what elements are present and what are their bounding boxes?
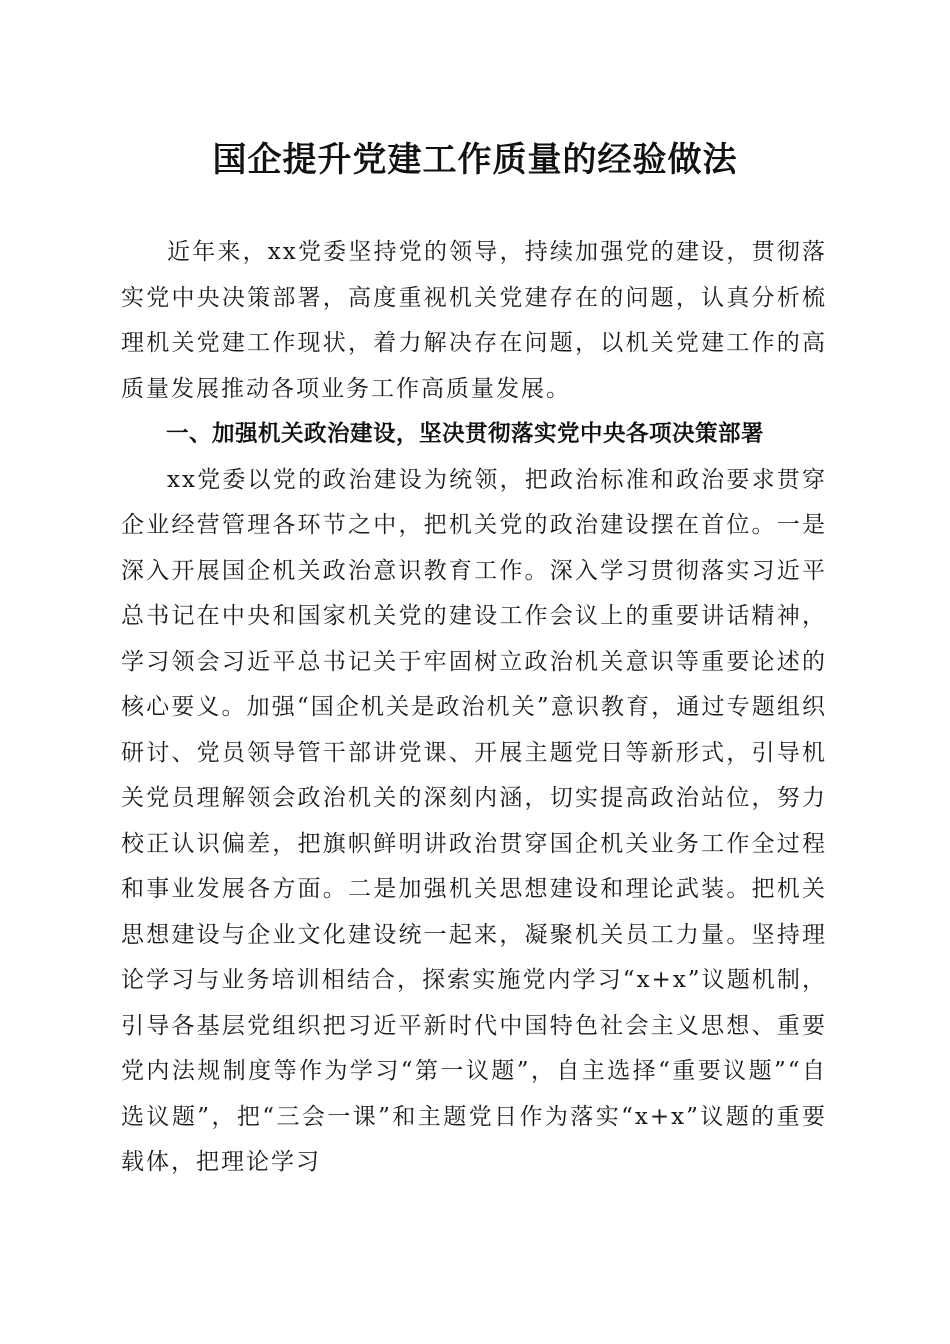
document-body <box>121 230 827 1186</box>
section-1-paragraph: xx党委以党的政治建设为统领，把政治标准和政治要求贯穿企业经营管理各环节之中，把机关党的政治建设摆在首位。一是深入开展国企机关政治意识教育工作。深入学习贯彻落实习近平总书记在中央和国家机关党的建设工作会议上的重要讲话精神，学习领会习近平总书记关于牢固树立政治机关意识等重要论述的核心要义。加强“国企机关是政治机关”意识教育，通过专题组织研讨、党员领导管干部讲党课、开展主题党日等新形式，引导机关党员理解领会政治机关的深刻内涵，切实提高政治站位，努力校正认识偏差，把旗帜鲜明讲政治贯穿国企机关业务工作全过程和事业发展各方面。二是加强机关思想建设和理论武装。把机关思想建设与企业文化建设统一起来，凝聚机关员工力量。坚持理论学习与业务培训相结合，探索实施党内学习“x+x”议题机制，引导各基层党组织把习近平新时代中国特色社会主义思想、重要党内法规制度等作为学习“第一议题”，自主选择“重要议题”“自选议题”，把“三会一课”和主题党日作为落实“x+x”议题的重要载体，把理论学习 <box>121 466 827 1175</box>
section-heading-1: 一、加强机关政治建设，坚决贯彻落实党中央各项决策部署 <box>166 421 765 447</box>
document-title: 国企提升党建工作质量的经验做法 <box>212 140 738 180</box>
intro-paragraph: 近年来，xx党委坚持党的领导，持续加强党的建设，贯彻落实党中央决策部署，高度重视机关党建存在的问题，认真分析梳理机关党建工作现状，着力解决存在问题，以机关党建工作的高质量发展推动各项业务工作高质量发展。 <box>121 239 827 402</box>
